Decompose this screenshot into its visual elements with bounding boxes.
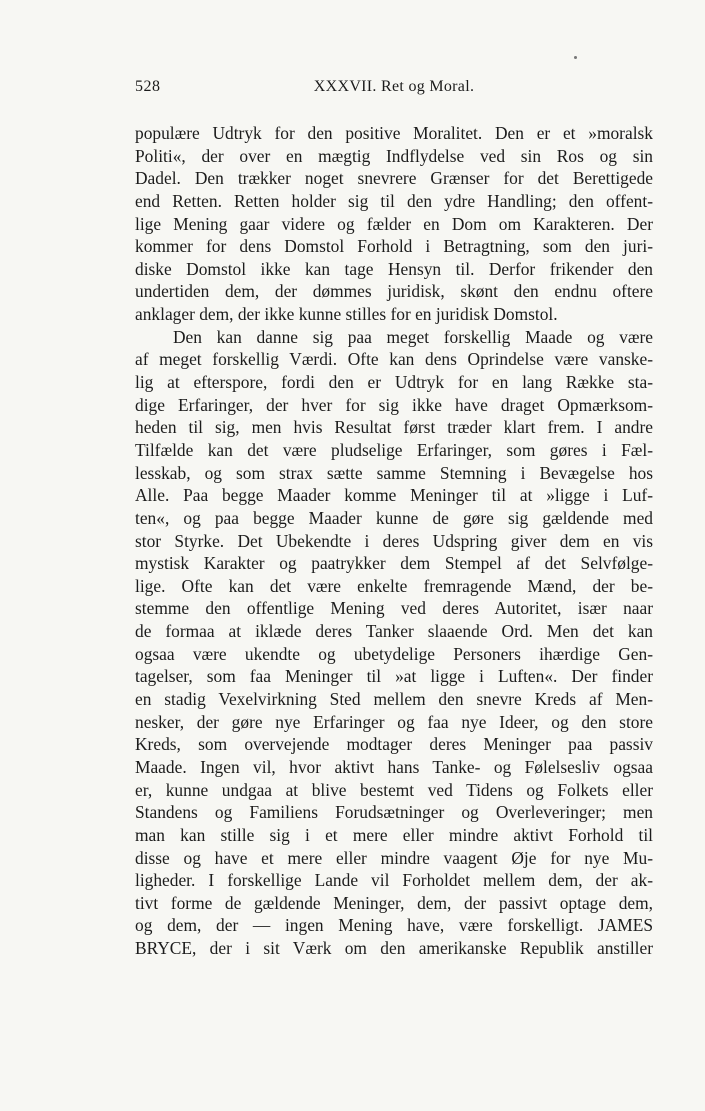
text-line: lige Mening gaar videre og fælder en Dom om Karakteren. Der xyxy=(135,213,653,234)
text-line: Alle. Paa begge Maader komme Meninger til at »ligge i Luf- xyxy=(135,485,653,506)
paragraph-end-line: anklager dem, der ikke kunne stilles for en juridisk Domstol. xyxy=(135,304,558,325)
text-line: mystisk Karakter og paatrykker dem Stempel af det Selvfølge- xyxy=(135,553,653,574)
text-line: heden til sig, men hvis Resultat først træder klart frem. I andre xyxy=(135,417,653,438)
text-line: og dem, der — ingen Mening have, være forskelligt. JAMES xyxy=(135,915,653,936)
text-line: BRYCE, der i sit Værk om den amerikanske Republik anstiller xyxy=(135,938,653,959)
page-header xyxy=(135,78,653,102)
text-line: end Retten. Retten holder sig til den ydre Handling; den offent- xyxy=(135,190,653,211)
text-line: ten«, og paa begge Maader kunne de gøre sig gældende med xyxy=(135,507,653,528)
text-line: lige. Ofte kan det være enkelte fremragende Mænd, der be- xyxy=(135,575,653,596)
text-line: Standens og Familiens Forudsætninger og Overleveringer; men xyxy=(135,802,653,823)
text-line: nesker, der gøre nye Erfaringer og faa nye Ideer, og den store xyxy=(135,711,653,732)
text-line: Kreds, som overvejende modtager deres Meninger paa passiv xyxy=(135,734,653,755)
body-text xyxy=(135,122,653,960)
print-speck xyxy=(574,56,577,59)
page-number: 528 xyxy=(135,78,161,95)
text-line: er, kunne undgaa at blive bestemt ved Tidens og Folkets eller xyxy=(135,779,653,800)
text-line: ogsaa være ukendte og ubetydelige Personers ihærdige Gen- xyxy=(135,643,653,664)
text-line: Politi«, der over en mægtig Indflydelse ved sin Ros og sin xyxy=(135,145,653,166)
text-line: undertiden dem, der dømmes juridisk, skønt den endnu oftere xyxy=(135,281,653,302)
text-line: Dadel. Den trækker noget snevrere Grænser for det Berettigede xyxy=(135,168,653,189)
text-line: af meget forskellig Værdi. Ofte kan dens Oprindelse være vanske- xyxy=(135,349,653,370)
text-line: tagelser, som faa Meninger til »at ligge i Luften«. Der finder xyxy=(135,666,653,687)
text-line: de formaa at iklæde deres Tanker slaaende Ord. Men det kan xyxy=(135,621,653,642)
text-line: stor Styrke. Det Ubekendte i deres Udspring giver dem en vis xyxy=(135,530,653,551)
text-line: kommer for dens Domstol Forhold i Betragtning, som den juri- xyxy=(135,236,653,257)
paragraph-start-line: Den kan danne sig paa meget forskellig Maade og være xyxy=(173,326,653,347)
text-line: stemme den offentlige Mening ved deres Autoritet, især naar xyxy=(135,598,653,619)
text-line: Tilfælde kan det være pludselige Erfaringer, som gøres i Fæl- xyxy=(135,439,653,460)
running-head: XXXVII. Ret og Moral. xyxy=(313,78,475,95)
text-line: en stadig Vexelvirkning Sted mellem den snevre Kreds af Men- xyxy=(135,689,653,710)
text-line: tivt forme de gældende Meninger, dem, der passivt optage dem, xyxy=(135,892,653,913)
text-line: man kan stille sig i et mere eller mindre aktivt Forhold til xyxy=(135,824,653,845)
text-line: lesskab, og som strax sætte samme Stemning i Bevægelse hos xyxy=(135,462,653,483)
text-line: dige Erfaringer, der hver for sig ikke have draget Opmærksom- xyxy=(135,394,653,415)
text-line: ligheder. I forskellige Lande vil Forholdet mellem dem, der ak- xyxy=(135,870,653,891)
text-line: disse og have et mere eller mindre vaagent Øje for nye Mu- xyxy=(135,847,653,868)
text-line: lig at efterspore, fordi den er Udtryk for en lang Række sta- xyxy=(135,372,653,393)
text-line: populære Udtryk for den positive Moralitet. Den er et »moralsk xyxy=(135,123,653,143)
text-line: diske Domstol ikke kan tage Hensyn til. Derfor frikender den xyxy=(135,258,653,279)
text-line: Maade. Ingen vil, hvor aktivt hans Tanke- og Følelsesliv ogsaa xyxy=(135,756,653,777)
